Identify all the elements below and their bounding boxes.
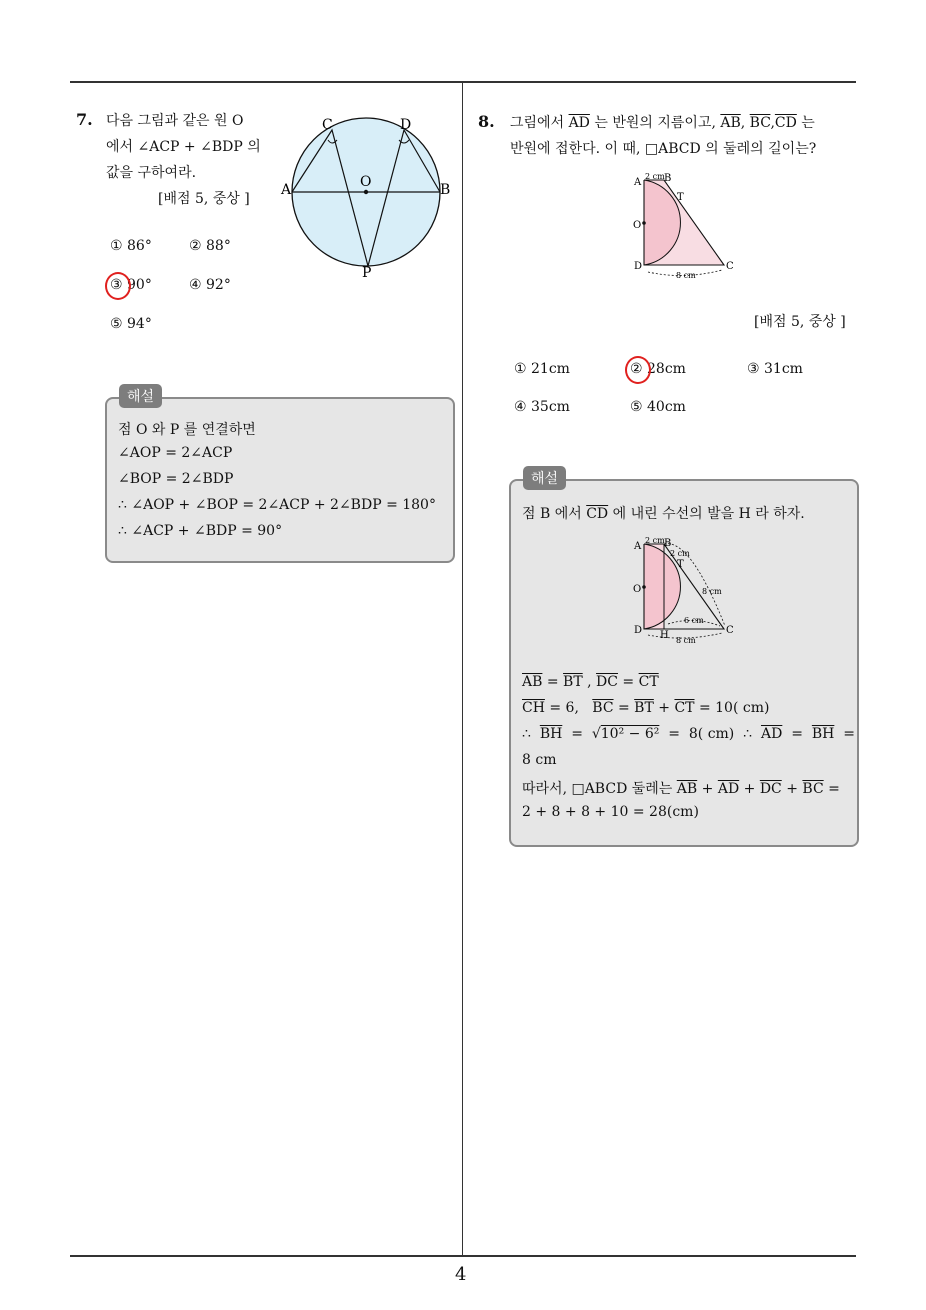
q8-sol-fig-label-a: A [634,541,642,552]
q7-score: [배점 5, 중상 ] [158,191,250,207]
q7-fig-label-c: C [322,117,333,133]
q8-sol-l4-eq: = [562,726,592,742]
q7-number: 7. [76,110,93,129]
q8-sol-fig-label-t: T [677,559,684,570]
q8-sol-l2-sep: , [582,674,597,690]
q8-sol-l2-c: $\overline{DC}$ [596,674,618,690]
q8-sol-fig-label-dclen: 8 cm [676,636,696,645]
q7-answer-mark [105,272,131,300]
q8-fig-label-a: A [634,177,642,188]
q8-text-a: 그림에서 [510,115,565,131]
q7-fig-label-a: A [281,182,292,198]
q7-fig-label-o: O [360,174,372,190]
q7-solution-tag: 해설 [119,384,162,408]
q8-sol-l6-p3: + [781,781,803,797]
q7-text-line3: 값을 구하여라. [106,165,197,181]
q8-solution-line4 [522,726,855,742]
q8-sol-l4-eq2: = [782,726,812,742]
q7-solution-line4: ∴ ∠AOP + ∠BOP = 2∠ACP + 2∠BDP = 180° [118,497,436,513]
q8-fig-label-d: D [634,261,643,272]
q7-text-line2: 에서 ∠ACP + ∠BDP 의 [106,139,261,155]
q8-score: [배점 5, 중상 ] [754,314,846,330]
q8-solution-tag: 해설 [523,466,566,490]
q8-choice-2[interactable]: ② 28cm [630,361,686,377]
q8-sol-l6-d: $\overline{BC}$ [802,781,824,797]
q7-text-line1: 다음 그림과 같은 원 O [106,113,244,129]
q8-answer-mark [625,356,651,384]
q8-seg-bc: $\overline{BC}$ [749,115,771,131]
q8-sol-l4-c: $\overline{BH}$ [811,726,835,742]
q7-choice-3[interactable]: ③ 90° [110,277,152,293]
header-rule [70,81,856,83]
q8-sol-l3-d: $\overline{CT}$ [674,700,695,716]
q8-sol-l3-t2: = 10( cm) [694,700,770,716]
q8-sol-fig-label-btlen: 2 cm [670,549,690,558]
q8-sol-fig-label-ablen: 2 cm [645,536,665,545]
q8-choice-3[interactable]: ③ 31cm [747,361,803,377]
q8-seg-ab: $\overline{AB}$ [720,115,741,131]
q8-sol-l3-eq: = [613,700,635,716]
q8-sol-l6-p2: + [739,781,760,797]
q8-sol-l3-b: $\overline{BC}$ [592,700,614,716]
page-number: 4 [455,1264,467,1285]
q8-sol-l1-b: 에 내린 수선의 발을 H 라 하자. [612,506,805,522]
q8-sol-l3-plus: + [653,700,675,716]
q8-text-line2: 반원에 접한다. 이 때, □ABCD 의 둘레의 길이는? [510,141,817,157]
q8-solution-line5: 8 cm [522,752,557,768]
q8-sol-l4-a: $\overline{BH}$ [539,726,563,742]
q8-fig-label-c: C [726,261,734,272]
q7-circle-figure [276,110,466,285]
q8-trapezoid-figure [628,170,740,278]
q8-fig-label-b: B [664,173,672,184]
q8-sol-l6-p1: + [697,781,718,797]
q8-sol-fig-label-ctlen: 8 cm [702,587,722,596]
q8-sol-l4-sqrt: √ [591,726,601,742]
q8-sol-l3-c: $\overline{BT}$ [634,700,654,716]
q7-solution-line2: ∠AOP = 2∠ACP [118,445,233,461]
q8-sol-fig-label-b: B [664,538,672,549]
q8-text-b: 는 반원의 지름이고, [594,115,716,131]
q8-sol-l3-a: $\overline{CH}$ [522,700,545,716]
q8-sol-l6-c: $\overline{DC}$ [759,781,782,797]
q8-solution-figure [628,534,740,646]
q8-solution-line1 [522,503,805,523]
footer-rule [70,1255,856,1257]
q8-choice-5[interactable]: ⑤ 40cm [630,399,686,415]
q8-sol-l4-t: = 8( cm) ∴ [659,726,761,742]
q8-sol-l6-a: $\overline{AB}$ [676,781,698,797]
q7-choice-2[interactable]: ② 88° [189,238,231,254]
q7-choice-5[interactable]: ⑤ 94° [110,316,152,332]
q8-text-line1: 그림에서 $\overline{AD}$ 는 반원의 지름이고, $\overline{AB}$, $\overline{BC},\overline{CD}$ 는 [510,115,815,131]
q8-sol-l4-rad: 10² − 6² [600,726,660,742]
q8-solution-line3 [522,700,769,716]
q8-sol-l4-b: $\overline{AD}$ [760,726,783,742]
q8-solution-line6 [522,778,840,798]
q8-sol-l2-eq2: = [617,674,639,690]
q8-text-c: 는 [801,115,815,131]
q8-fig-label-t: T [677,192,684,203]
q8-sol-fig-label-c: C [726,625,734,636]
q8-sol-l6-pre: 따라서, □ABCD 둘레는 [522,781,677,797]
q8-fig-label-o: O [633,220,642,231]
q7-fig-label-b: B [440,182,451,198]
q8-fig-label-dclen: 8 cm [676,271,696,278]
q8-sol-l2-a: $\overline{AB}$ [522,674,543,690]
q8-solution-line7: 2 + 8 + 8 + 10 = 28(cm) [522,804,699,820]
q8-sol-l1-a: 점 B 에서 [522,506,582,522]
q8-sol-l6-eq: = [823,781,840,797]
q8-sol-l2-eq1: = [542,674,564,690]
q8-sol-l4-pre: ∴ [522,726,540,742]
q8-sol-l1-seg: $\overline{CD}$ [586,506,609,522]
q8-sol-l6-b: $\overline{AD}$ [717,781,740,797]
q8-sol-fig-label-h: H [660,630,669,641]
q7-choice-4[interactable]: ④ 92° [189,277,231,293]
q8-solution-line2 [522,674,659,690]
q8-sol-l3-t1: = 6, [544,700,593,716]
q8-sol-l2-b: $\overline{BT}$ [563,674,583,690]
q7-solution-line3: ∠BOP = 2∠BDP [118,471,234,487]
q8-sol-fig-label-d: D [634,625,643,636]
q8-sol-l2-d: $\overline{CT}$ [638,674,659,690]
q7-solution-line5: ∴ ∠ACP + ∠BDP = 90° [118,523,283,539]
q8-sol-fig-label-o: O [633,584,642,595]
q7-fig-label-d: D [400,117,412,133]
q7-fig-label-p: P [362,265,372,281]
q8-fig-label-ablen: 2 cm [645,172,665,181]
q8-seg-ad: $\overline{AD}$ [568,115,590,131]
q7-choice-1[interactable]: ① 86° [110,238,152,254]
q8-sol-fig-label-hclen: 6 cm [684,616,704,625]
q8-choice-1[interactable]: ① 21cm [514,361,570,377]
q8-sol-l4-eq3: = [834,726,855,742]
q8-choice-4[interactable]: ④ 35cm [514,399,570,415]
q8-number: 8. [478,112,495,131]
q8-seg-cd: $\overline{CD}$ [774,115,797,131]
q7-solution-line1: 점 O 와 P 를 연결하면 [118,422,256,438]
